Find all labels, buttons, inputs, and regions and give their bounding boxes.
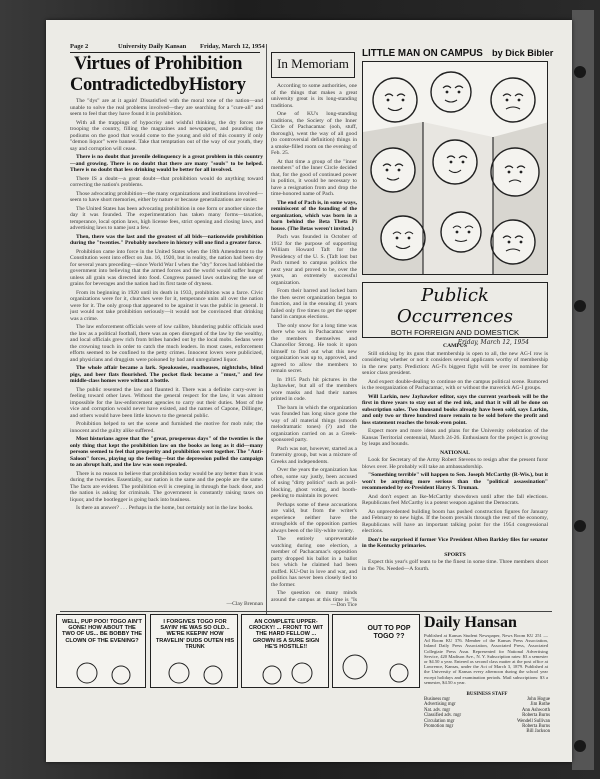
- occurrences-paragraph: An unprecedented building boom has pushed construction figures for January and February to new highs. If the boom prevails through the rest of the economy, Republicans will have an important talking point for the 1954 congressional elections.: [362, 508, 548, 534]
- occurrences-subtitle: BOTH FORREIGN AND DOMESTICK: [390, 328, 520, 337]
- daily-hansan-info: Published at Kansas Student Newspaper, News Room KU 251 — Ad Room KU 376. Member of the Kansas Press Association, Inland Daily Press Association, Associated Press, Associated Collegiate Press Assn. Represented for National Advertising Service, 420 Madison Ave., N. Y. Subscription rates: $3 a semester or $4.50 a year. Entered as second class matter at the post office at Lawrence, Kansas, under the Act of March 3, 1879. Published at the University of Kansas every afternoon during the school year except holidays and examination periods. Mail subscriptions: $3 a semester, $4.50 a year.: [424, 633, 548, 685]
- binding-edge: [572, 10, 594, 770]
- memoriam-paragraph: In 1915 Pach hit pictures in the Jayhawker, but all of the members wore masks and had their names printed in code.: [271, 376, 357, 402]
- comic-panel: [241, 614, 329, 688]
- memoriam-body: [271, 83, 357, 603]
- binder-hole: [574, 300, 586, 312]
- occurrences-paragraph: Look for Secretary of the Army Robert Stevens to resign after the present furor blows over. He probably will take an ambassadorship.: [362, 457, 548, 470]
- occurrences-paragraph: And expect double-dealing to continue on the campus political scene. Rumored is the reorganization of Pachacamac, with or without the maverick AG-I groups.: [362, 378, 548, 391]
- occurrences-section-heading: SPORTS: [444, 551, 466, 558]
- page-number: Page 2: [70, 43, 89, 50]
- cartoon-illustration: [362, 61, 548, 275]
- paper-name: University Daily Kansan: [118, 43, 187, 50]
- editorial-paragraph: Most historians agree that the "great, prosperous days" of the twenties is the only thing that kept the prohibition law on the books as long as it did—many persons seemed to feel that prosperity and prohibition went together. The "Anti-Saloon" forces, playing up the feeling—but the depression pulled the campaign to an abrupt halt, and the law was soon repealed.: [70, 436, 263, 468]
- staff-person: Wendell Sullivan: [516, 718, 550, 724]
- editorial-paragraph: The public resented the law and flaunted it. There was a definite carry-over in feeling toward other laws. Without the general respect for the law, it was almost impossible for the law-enforcement agencies to carry out their duties. Most of the vice and corruption would never have existed, and the names of Capone, Dillinger, and others would have been little known to the general public.: [70, 386, 263, 419]
- editorial-headline-line1: Virtues of Prohibition: [74, 54, 243, 74]
- staff-person: Jim Rothe: [530, 702, 550, 708]
- editorial-paragraph: There is no doubt that juvenile delinquency is a great problem in this country—and growing. There is no doubt that there are many "souls" to be helped. There is no doubt that less drinking would be better for all involved.: [70, 154, 263, 173]
- editorial-paragraph: The "dys" are at it again! Dissatisfied with the moral tone of the nation—and unable to solve the real problems involved—they are searching for a "cure-all" and seem to feel that they have found it in prohibition.: [70, 98, 263, 117]
- memoriam-paragraph: Perhaps some of these accusations are valid, but from the writer's experience neither have the strongholds of the opposition parties always been of the lily-white variety.: [271, 501, 357, 534]
- comic-speech: WELL, PUP POO! TOGO AIN'T GONE! HOW ABOUT THE TWO OF US... BE BOBBY THE CLOWN OF THE EVENING?: [61, 619, 143, 644]
- staff-person: John Hogue: [526, 697, 550, 702]
- staff-row: [424, 729, 550, 734]
- occurrences-section-heading: NATIONAL: [440, 449, 470, 456]
- editorial-paragraph: The whole affair became a lark. Speakeasies, roadhouses, nightclubs, blind pigs, and beer flats flourished. The pocket flask became a "must," and few middle-class homes were without a bottle.: [70, 365, 263, 384]
- occurrences-paragraph: Will Larkin, new Jayhawker editor, says the current yearbook will be the first in three years to stay out of the red ink, and that it will all be done on subscription sales. Two thousand books already have been sold, says Larkin, and only two or three hundred more remain to be sold before the profit and loss statement reaches the break-even point.: [362, 393, 548, 426]
- memoriam-title: In Memoriam: [277, 56, 349, 71]
- occurrences-paragraph: Expect this year's golf team to be the finest in some time. Three members shoot in the 70s. Needed—A fourth.: [362, 559, 548, 572]
- column-rule: [266, 44, 267, 614]
- issue-date: Friday, March 12, 1954: [200, 43, 265, 50]
- occurrences-paragraph: Still sticking by its guns that membership is open to all, the new AG-I row is considering whether or not it considers several applicants worthy of membership in the new party. Prediction: AG-I's biggest fight will be over its nominee for senior class president.: [362, 350, 548, 376]
- staff-person: Roberta Burns: [522, 724, 550, 730]
- staff-person: Ann Ashworth: [521, 707, 550, 713]
- memoriam-paragraph: According to some authorities, one of the things that makes a great university great is its long-standing traditions.: [271, 83, 357, 109]
- comic-panel-art: [151, 615, 238, 688]
- staff-role: Promotion mgr: [424, 724, 454, 730]
- staff-role: Nat. adv. mgr: [424, 707, 451, 713]
- memoriam-paragraph: One of KU's long-standing traditions, the Society of the Inner Circle of Pachacamac (ooh, stuff, thorough), went the way of all good (to controversial definition) things in a smoke-filled room on the evening of Feb. 25.: [271, 111, 357, 156]
- strip-rule: [60, 611, 552, 612]
- daily-hansan-title: Daily Hansan: [424, 614, 517, 631]
- editorial-paragraph: From its beginning in 1920 until its death in 1933, prohibition was a farce. Civic organizations were for it, churches were for it, temperance units all over the nation were for it. The only group that appeared to be against it was the public in general. It just would not take prohibition seriously—it would not be convinced that drinking was a crime.: [70, 289, 263, 322]
- binder-hole: [574, 66, 586, 78]
- memoriam-title-box: [271, 52, 355, 78]
- memoriam-paragraph: The only snow for a long time was there who was in Pachacamac were the members themselves and Chancellor Strong. He took it upon himself to find out what this new organization was up to, approved, and agreed to allow the members to remain secret.: [271, 322, 357, 374]
- business-staff-heading: BUSINESS STAFF: [466, 692, 508, 697]
- occurrences-paragraph: Don't be surprised if former Vice President Alben Barkley files for senator in the Kentucky primaries.: [362, 536, 548, 549]
- occurrences-date: Friday, March 12, 1954: [457, 339, 529, 346]
- comic-speech: AN COMPLETE UPPER-CROCKY! ... FRONT TO WIT THE HARD FELLOW ... GROWN IS A SURE SIGN HE'S HOSTILE!!: [248, 619, 324, 650]
- daily-hansan-box: [424, 614, 550, 735]
- comic-speech: I FORGIVES TOGO FOR SAYIN' HE WAS SO OLD... WE'RE KEEPIN' HOW TRAVELIN' DUDS OUTEN HIS TRUNK: [155, 619, 235, 650]
- editorial-paragraph: Prohibition came into force in the United States when the 18th Amendment to the Constitution went into effect on Jan. 16, 1920, but in reality, the nation had been dry for several years preceding—since World War I when the "dry" forces had lobbied the government into believing that the armed forces and the world would suffer hunger unless all grain was directed into food. Congress passed laws outlawing the use of grains for beverages and the nation had its first taste of dryness.: [70, 248, 263, 287]
- occurrences-section-heading: CAMPUS: [443, 343, 467, 349]
- editorial-paragraph: The law enforcement officials were of low calibre, blundering public officials used the law as a political football, there was an open disregard of the law by the wealthy, and local officials grew rich from bribes handed out by the local mobs. Sedans were the crowning touch in order to catch the much leaders. In most cases, enforcement efforts seemed to be confined to the petty crimes. Innocent lovers were publicized, and physicians and druggists were poisoned by bad and unregulated liquor.: [70, 324, 263, 363]
- memoriam-paragraph: Over the years the organization has often, some say justly, been accused of using "dirty politics" such as poll-blocking, ghost voting, and booth-peeking to maintain its power.: [271, 467, 357, 499]
- editorial-paragraph: The United States has been advocating prohibition in one form or another since the day it was founded. The experimentation has taken many forms—taxation, temperance, local option laws, high license fees, strict opening and closing laws, and advertising laws to name just a few.: [70, 205, 263, 231]
- memoriam-paragraph: The question on many minds around the campus at this time is "Is: [271, 590, 357, 603]
- occurrences-paragraph: And don't expect an Ike-McCarthy showdown until after the fall elections. Republicans feel McCarthy is a potent weapon against the Democrats.: [362, 493, 548, 506]
- memoriam-byline: —Don Tice: [330, 602, 357, 608]
- memoriam-paragraph: The entirely unpreventable watching during one election, a member of Pachacamac's opposition party dropped his ballot in a ballot box which he claimed had been stuffed. KU-Out in love and war, and politics has never been closely tied to the former.: [271, 536, 357, 588]
- cartoon-author: by Dick Bibler: [492, 48, 554, 58]
- cartoon-title: LITTLE MAN ON CAMPUS: [362, 48, 483, 59]
- editorial-headline-line2: ContradictedbyHistory: [70, 75, 246, 95]
- folio-rule: [70, 52, 260, 53]
- editorial-paragraph: Those advocating prohibition—the many organizations and institutions involved—seem to have short memories, either by nature or because generalizations are easier.: [70, 190, 263, 203]
- staff-role: Circulation mgr: [424, 718, 455, 724]
- comic-panel: [56, 614, 146, 688]
- staff-role: Advertising mgr: [424, 702, 456, 708]
- binder-hole: [574, 520, 586, 532]
- comic-panel: [332, 614, 420, 688]
- editorial-paragraph: There IS a doubt—a great doubt—that prohibition would do anything toward correcting the nation's problems.: [70, 175, 263, 188]
- staff-person: Roberta Burns: [522, 713, 550, 719]
- memoriam-paragraph: The end of Pach is, in some ways, reminiscent of the founding of the organization, which was born in a barn behind the Beta Theta Pi house. (The Betas weren't invited.): [271, 199, 357, 232]
- business-staff-list: [424, 697, 550, 735]
- memoriam-paragraph: At that time a group of the "inner members" of the Inner Circle decided that, for the good of continued power in politics, it would be necessary to have a resignation from and drop the time-honored name of Pach.: [271, 158, 357, 197]
- staff-role: Business mgr: [424, 697, 450, 702]
- occurrences-paragraph: Expect more and more ideas and plans for the University celebration of the Kansas Territorial centennial, March 24-26. Enthusiasm for the project is growing by leaps and bounds.: [362, 428, 548, 447]
- memoriam-paragraph: From their barred and locked barn the then secret organization began to function, and in the ensuing 41 years failed only five times to get the upper hand in campus elections.: [271, 288, 357, 320]
- occurrences-title: Publick Occurrences: [397, 285, 513, 327]
- comic-speech: OUT TO POP TOGO ??: [367, 625, 411, 640]
- comic-panel-art: [333, 615, 420, 688]
- comic-panel-art: [242, 615, 329, 688]
- editorial-byline: —Clay Brennan: [226, 601, 263, 607]
- editorial-body: [70, 98, 263, 600]
- cartoon-drawing: [363, 62, 548, 275]
- occurrences-body: [362, 342, 548, 606]
- staff-role: Classified adv. mgr: [424, 713, 462, 719]
- memoriam-paragraph: Pach was not, however, started as a fraternity group, but was a mixture of Greeks and independents.: [271, 445, 357, 465]
- memoriam-paragraph: Pach was founded in October of 1912 for the purpose of supporting William Howard Taft for the Presidency of the U. S. (Taft lost but Pach turned to campus politics the next year and proved to be, over the years, an extremely successful organization.: [271, 234, 357, 286]
- memoriam-paragraph: The barn in which the organization was founded has long since gone the way of all material things (smooth melodramatic tones) (?) and the organization carried on as a Greek-sponsored party.: [271, 404, 357, 443]
- comic-panel: [150, 614, 238, 688]
- editorial-paragraph: Is there an answer? . . . Perhaps in the home, but certainly not in the law books.: [76, 505, 254, 511]
- binder-hole: [574, 740, 586, 752]
- staff-person: Bill Jackson: [526, 729, 550, 735]
- comic-panel-art: [57, 615, 146, 688]
- editorial-paragraph: With all the trappings of hypocrisy and wishful thinking, the dry forces are trooping the country, filling the magazines and newspapers, and pounding the podiums on the good that would come to the young and old of this country if only "demon liquor" were banned. Take that temptation out of the way of our youth, they say and corruption will cease.: [70, 119, 263, 152]
- editorial-paragraph: There is no reason to believe that prohibition today would be any better than it was during the twenties. Essentially, our nation is the same and the people are the same. The facts are evident. The prohibition evil is creeping in through the back door, and the nation is asking for criminals. The government is constantly raising taxes on liquor, and the bootlegger is going back into business.: [70, 470, 263, 503]
- editorial-paragraph: Prohibition helped to set the scene and furnished the motive for mob rule; the innocent and the guilty alike suffered.: [70, 421, 263, 434]
- occurrences-paragraph: "Something terrible" will happen to Sen. Joseph McCarthy (R-Wis.), but it won't be anything more serious than the "political assassination" recommended by ex-President Harry S. Truman.: [362, 472, 548, 491]
- editorial-paragraph: Then, there was the last and the greatest of all bids—nationwide prohibition during the "twenties." Probably nowhere in history will one find a greater farce.: [70, 233, 263, 246]
